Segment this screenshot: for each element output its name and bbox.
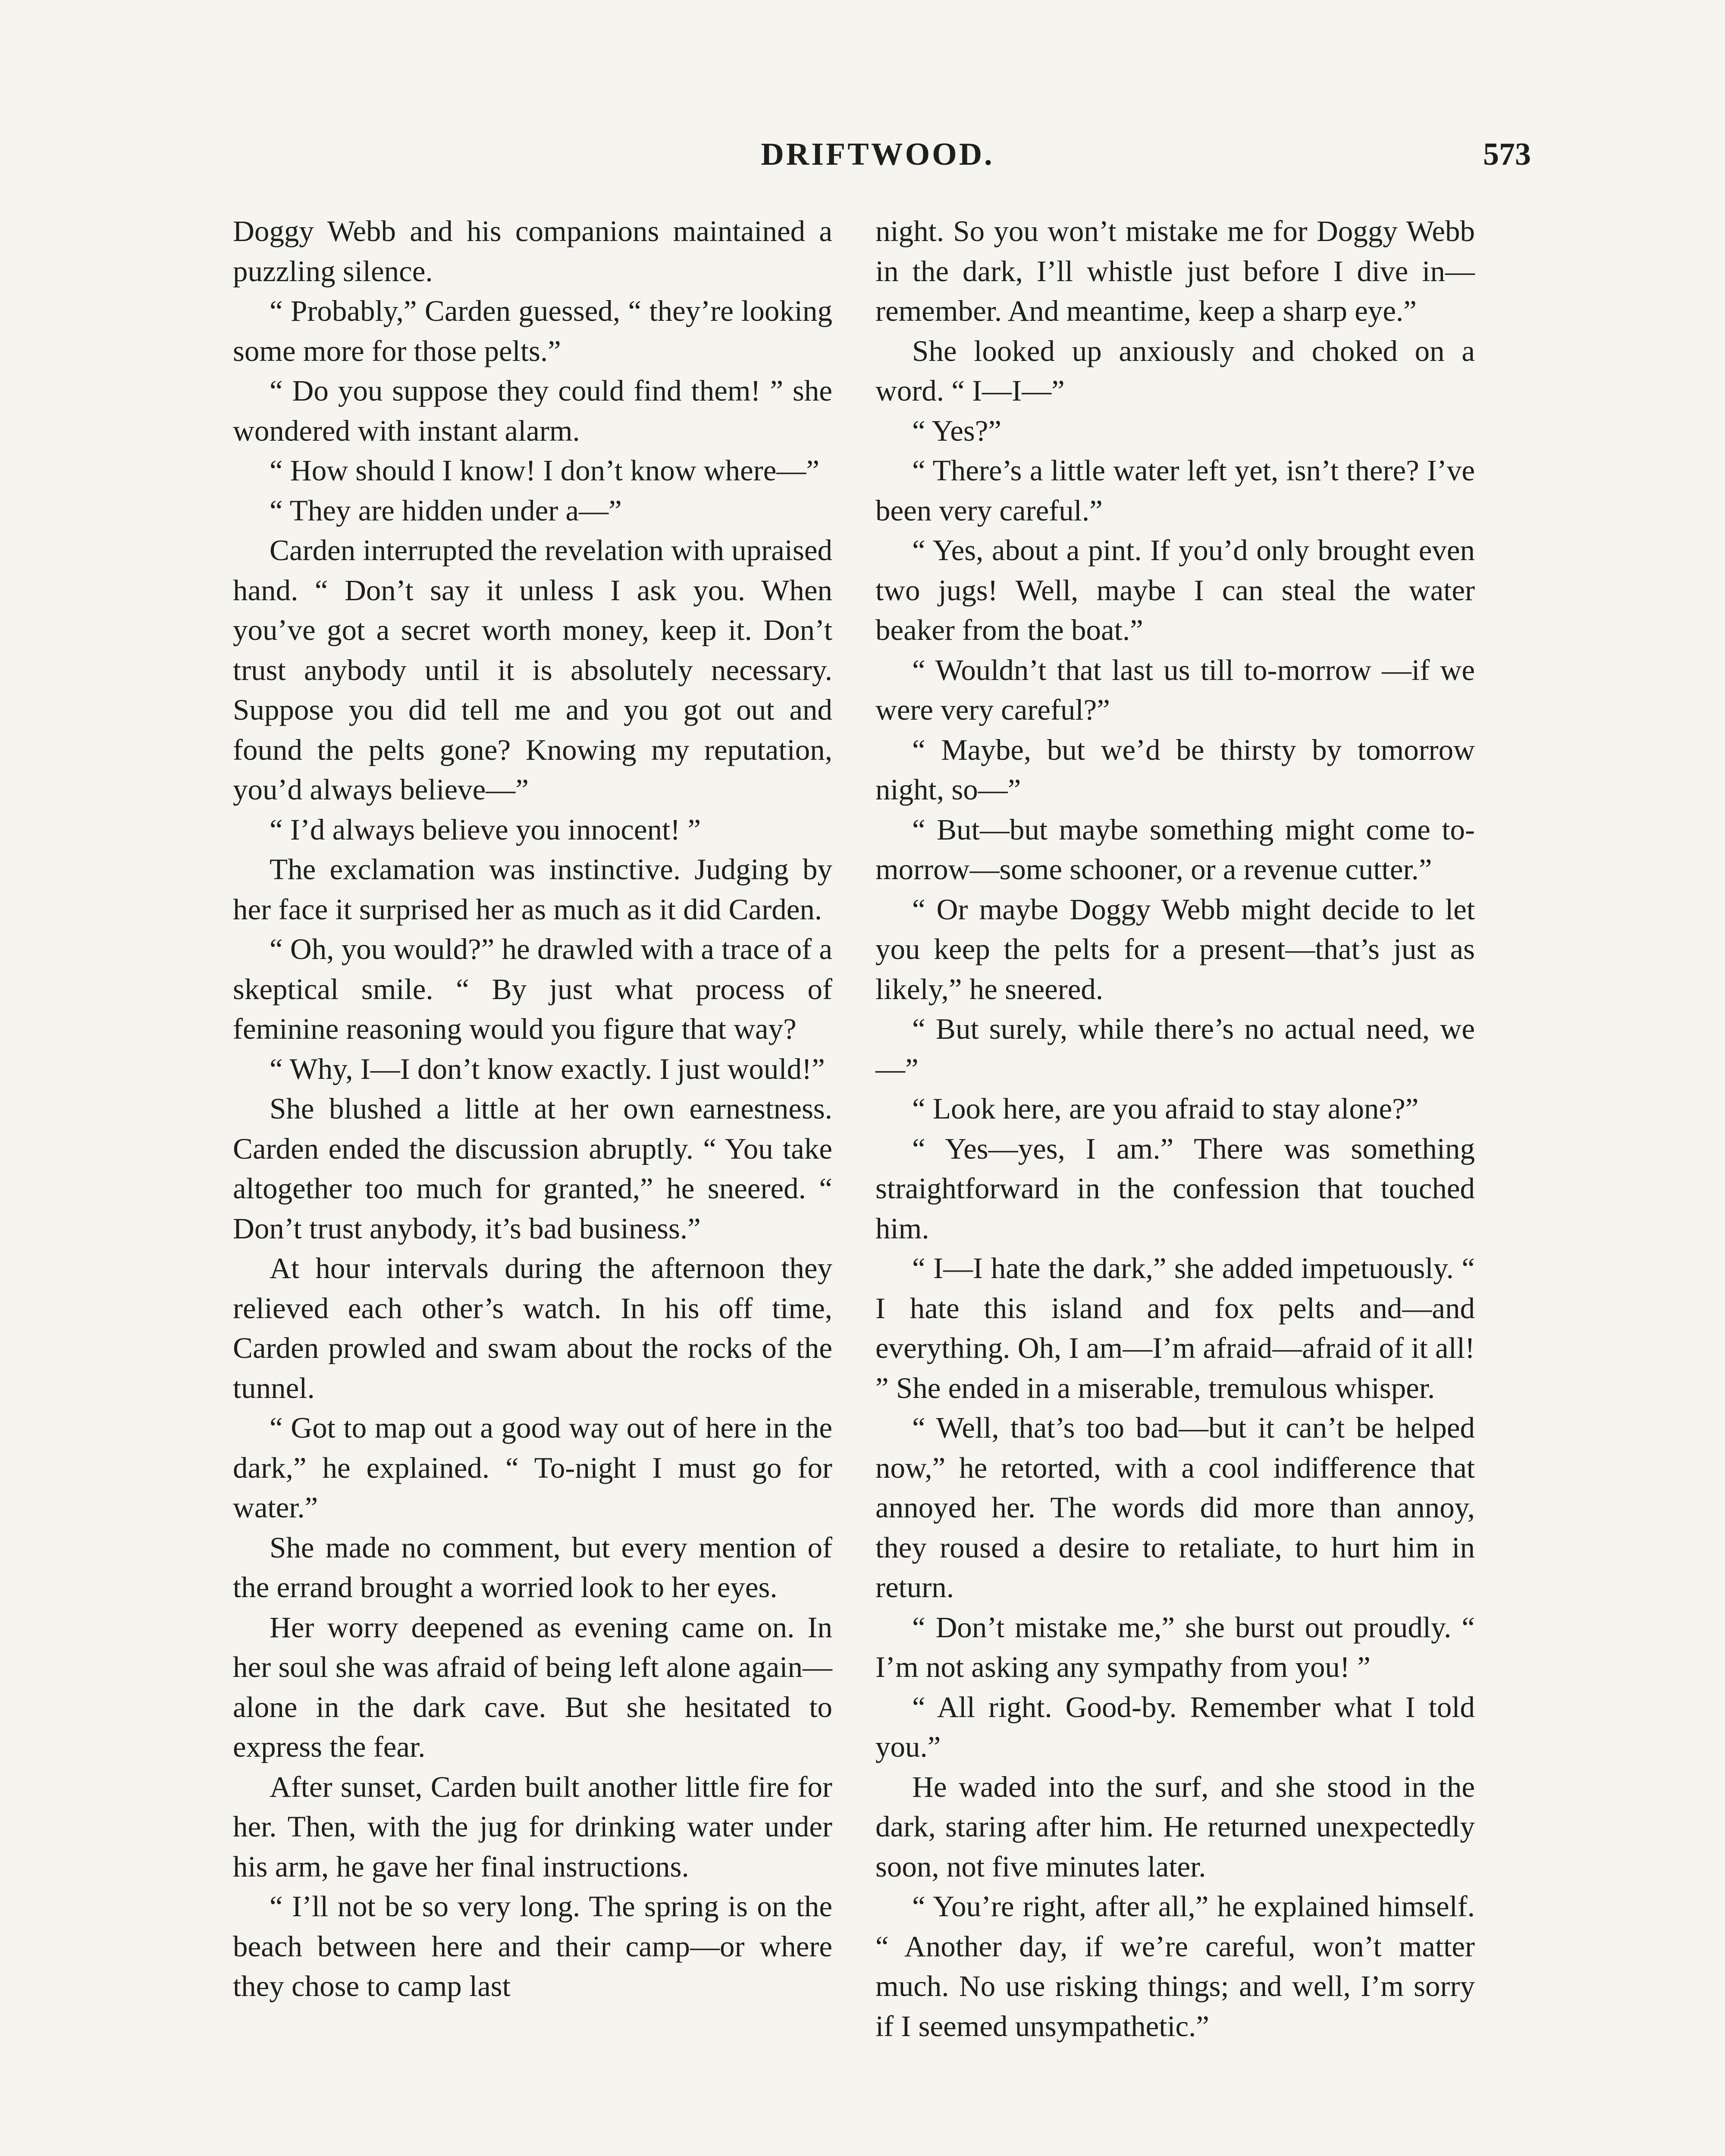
paragraph: He waded into the surf, and she stood in the dark, staring after him. He returned unexpectedly soon, not five minutes later.: [875, 1770, 1475, 1883]
paragraph: “ Or maybe Doggy Webb might decide to let you keep the pelts for a present—that’s just as likely,” he sneered.: [875, 893, 1475, 1006]
paragraph: “ There’s a little water left yet, isn’t there? I’ve been very careful.”: [875, 454, 1475, 527]
paragraph: At hour intervals during the afternoon they relieved each other’s watch. In his off time, Carden prowled and swam about the rocks of the tunnel.: [233, 1252, 832, 1404]
running-title: DRIFTWOOD.: [761, 137, 994, 172]
paragraph: “ They are hidden under a—”: [270, 494, 622, 527]
left-column: [233, 211, 832, 2006]
paragraph: “ You’re right, after all,” he explained himself. “ Another day, if we’re careful, won’t matter much. No use risking things; and well, I’m sorry if I seemed unsympathetic.”: [875, 1890, 1475, 2043]
paragraph: “ Got to map out a good way out of here in the dark,” he explained. “ To-night I must go for water.”: [233, 1411, 832, 1524]
paragraph: “ Oh, you would?” he drawled with a trace of a skeptical smile. “ By just what process of feminine reasoning would you figure that way?: [233, 933, 832, 1045]
page-number: 573: [1483, 137, 1531, 172]
paragraph: “ Yes, about a pint. If you’d only brought even two jugs! Well, maybe I can steal the water beaker from the boat.”: [875, 534, 1475, 646]
paragraph: “ Maybe, but we’d be thirsty by tomorrow night, so—”: [875, 733, 1475, 806]
paragraph: “ Wouldn’t that last us till to-morrow —if we were very careful?”: [875, 653, 1475, 726]
paragraph: “ I’ll not be so very long. The spring is on the beach between here and their camp—or where they chose to camp last: [233, 1890, 832, 2002]
paragraph: The exclamation was instinctive. Judging by her face it surprised her as much as it did Carden.: [233, 853, 832, 926]
paragraph: “ Why, I—I don’t know exactly. I just would!”: [270, 1052, 825, 1085]
paragraph: “ Yes?”: [912, 414, 1001, 447]
paragraph: “ Look here, are you afraid to stay alone?”: [912, 1092, 1419, 1125]
paragraph: night. So you won’t mistake me for Doggy Webb in the dark, I’ll whistle just before I dive in—remember. And meantime, keep a sharp eye.”: [875, 215, 1475, 327]
paragraph: “ Don’t mistake me,” she burst out proudly. “ I’m not asking any sympathy from you! ”: [875, 1611, 1475, 1683]
paragraph: “ Yes—yes, I am.” There was something straightforward in the confession that touched him.: [875, 1132, 1475, 1245]
right-column: [875, 211, 1475, 2046]
paragraph: “ Do you suppose they could find them! ” she wondered with instant alarm.: [233, 374, 832, 447]
paragraph: “ All right. Good-by. Remember what I told you.”: [875, 1690, 1475, 1763]
paragraph: “ I—I hate the dark,” she added impetuously. “ I hate this island and fox pelts and—and everything. Oh, I am—I’m afraid—afraid of it all! ” She ended in a miserable, tremulous whisper.: [875, 1252, 1475, 1404]
paragraph: Doggy Webb and his companions maintained a puzzling silence.: [233, 215, 832, 288]
paragraph: Her worry deepened as evening came on. In her soul she was afraid of being left alone again—alone in the dark cave. But she hesitated to express the fear.: [233, 1611, 832, 1763]
paragraph: “ But—but maybe something might come to-morrow—some schooner, or a revenue cutter.”: [875, 813, 1475, 886]
paragraph: She made no comment, but every mention of the errand brought a worried look to her eyes.: [233, 1531, 832, 1604]
paragraph: “ Well, that’s too bad—but it can’t be helped now,” he retorted, with a cool indifference that annoyed her. The words did more than annoy, they roused a desire to retaliate, to hurt him in return.: [875, 1411, 1475, 1604]
paragraph: “ But surely, while there’s no actual need, we—”: [875, 1012, 1475, 1085]
paragraph: “ Probably,” Carden guessed, “ they’re looking some more for those pelts.”: [233, 295, 832, 367]
paragraph: After sunset, Carden built another little fire for her. Then, with the jug for drinking water under his arm, he gave her final instructions.: [233, 1770, 832, 1883]
paragraph: Carden interrupted the revelation with upraised hand. “ Don’t say it unless I ask you. When you’ve got a secret worth money, keep it. Don’t trust anybody until it is absolutely necessary. Suppose you did tell me and you got out and found the pelts gone? Knowing my reputation, you’d always believe—”: [233, 534, 832, 806]
running-head: [224, 136, 1531, 184]
paragraph: She looked up anxiously and choked on a word. “ I—I—”: [875, 334, 1475, 407]
paragraph: “ I’d always believe you innocent! ”: [270, 813, 701, 846]
paragraph: “ How should I know! I don’t know where—”: [270, 454, 819, 487]
paragraph: She blushed a little at her own earnestness. Carden ended the discussion abruptly. “ You take altogether too much for granted,” he sneered. “ Don’t trust anybody, it’s bad business.”: [233, 1092, 832, 1245]
